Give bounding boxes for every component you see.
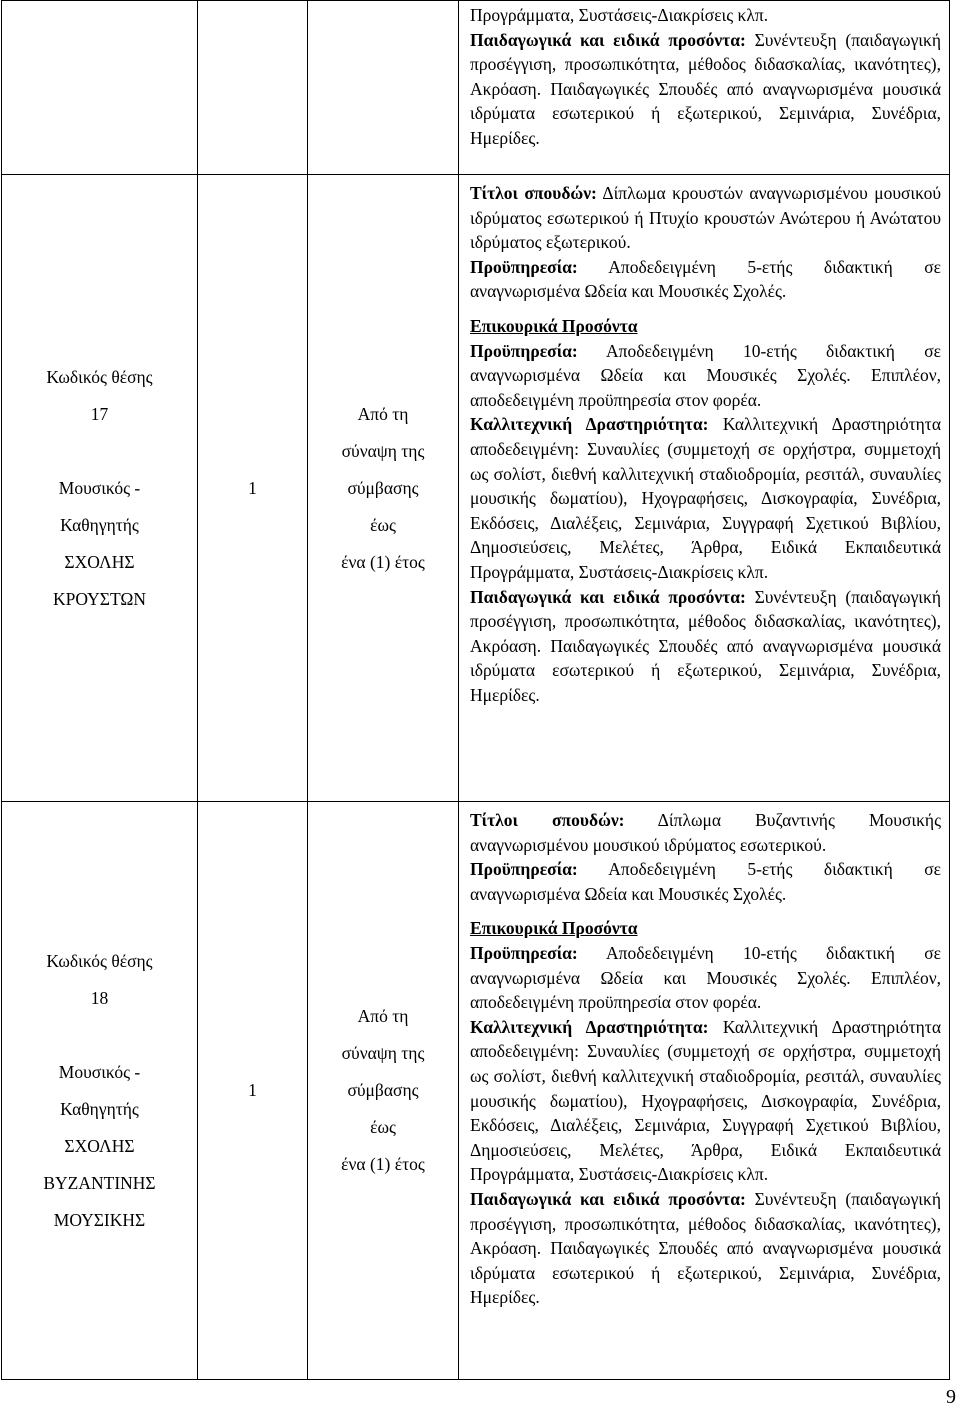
artistic-text: Καλλιτεχνική Δραστηριότητα αποδεδειγμένη: Συναυλίες (συμμετοχή σε ορχήστρα, συμμετοχή ως σολίστ, διεθνή καλλιτεχνική σταδιοδρομία, ρεσιτάλ, συναυλίες μουσικής δωματίου), Ηχογραφήσεις, Δισκογραφία, Συνέδρια, Εκδόσεις, Διαλέξεις, Σεμινάρια, Συγγραφή Σχετικού Βιβλίου, Δημοσιεύσεις, Μελέτες, Άρθρα, Ειδικά Εκπαιδευτικά Προγράμματα, Συστάσεις-Διακρίσεις κλπ. — [470, 1016, 941, 1185]
qualifications-cell — [459, 802, 950, 1380]
duration-line: σύναψη της — [341, 440, 425, 461]
positions-table — [1, 0, 950, 1380]
study-titles-text: Δίπλωμα κρουστών αναγνωρισμένου μουσικού ιδρύματος εσωτερικού ή Πτυχίο κρουστών Ανώτερου ή Ανώτατου ιδρύματος εξωτερικού. — [470, 183, 941, 253]
position-duration — [308, 175, 459, 802]
artistic-label: Καλλιτεχνική Δραστηριότητα: — [470, 1016, 709, 1037]
aux-experience-text: Αποδεδειγμένη 10-ετής διδακτική σε αναγνωρισμένα Ωδεία και Μουσικές Σχολές. Επιπλέον, αποδεδειγμένη προϋπηρεσία στον φορέα. — [470, 340, 941, 410]
auxiliary-experience — [470, 941, 941, 1015]
pedagogical-label: Παιδαγωγικά και ειδικά προσόντα: — [470, 1188, 746, 1209]
experience-label: Προϋπηρεσία: — [470, 859, 578, 880]
position-title-line: ΣΧΟΛΗΣ — [64, 551, 135, 572]
continuation-row — [2, 1, 950, 175]
position-code-label: Κωδικός θέσης — [46, 950, 153, 971]
pedagogical-text: Συνέντευξη (παιδαγωγική προσέγγιση, προσωπικότητα, μέθοδος διδασκαλίας, ικανότητες), Ακρόαση. Παιδαγωγικές Σπουδές από αναγνωρισμένα μουσικά ιδρύματα εσωτερικού ή εξωτερικού, Σεμινάρια, Συνέδρια, Ημερίδες. — [470, 1188, 941, 1308]
position-count: 1 — [198, 802, 308, 1380]
continuation-line: Προγράμματα, Συστάσεις-Διακρίσεις κλπ. — [470, 5, 769, 25]
pedagogical — [470, 585, 941, 708]
auxiliary-experience — [470, 339, 941, 413]
pedagogical-text: Συνέντευξη (παιδαγωγική προσέγγιση, προσωπικότητα, μέθοδος διδασκαλίας, ικανότητες), Ακρόαση. Παιδαγωγικές Σπουδές από αναγνωρισμένα μουσικά ιδρύματα εσωτερικού ή εξωτερικού, Σεμινάρια, Συνέδρια, Ημερίδες. — [470, 586, 941, 705]
artistic-activity — [470, 412, 941, 584]
continuation-pedagogical — [470, 28, 941, 151]
aux-experience-text: Αποδεδειγμένη 10-ετής διδακτική σε αναγνωρισμένα Ωδεία και Μουσικές Σχολές. Επιπλέον, αποδεδειγμένη προϋπηρεσία στον φορέα. — [470, 942, 941, 1013]
position-code: 18 — [90, 987, 109, 1008]
ped-label: Παιδαγωγικά και ειδικά προσόντα: — [470, 29, 746, 50]
duration-line: σύναψη της — [341, 1043, 425, 1063]
position-title-line: Μουσικός - — [58, 1061, 141, 1082]
duration-line: σύμβασης — [347, 1080, 419, 1100]
position-title-line: ΣΧΟΛΗΣ — [64, 1135, 135, 1156]
pedagogical-label: Παιδαγωγικά και ειδικά προσόντα: — [470, 586, 746, 607]
experience — [470, 857, 941, 906]
position-title-line: Καθηγητής — [60, 514, 139, 535]
duration-line: έως — [370, 514, 396, 535]
aux-experience-label: Προϋπηρεσία: — [470, 340, 578, 361]
duration-line: σύμβασης — [347, 477, 419, 498]
page-number: 9 — [946, 1386, 956, 1408]
aux-experience-label: Προϋπηρεσία: — [470, 942, 578, 963]
artistic-label: Καλλιτεχνική Δραστηριότητα: — [470, 414, 709, 435]
position-duration — [308, 802, 459, 1380]
position-count: 1 — [198, 175, 308, 802]
duration-line: έως — [370, 1117, 396, 1137]
position-cell — [2, 802, 198, 1380]
duration-line: ένα (1) έτος — [341, 551, 425, 572]
artistic-text: Καλλιτεχνική Δραστηριότητα αποδεδειγμένη: Συναυλίες (συμμετοχή σε ορχήστρα, συμμετοχή ως σολίστ, διεθνή καλλιτεχνική σταδιοδρομία, ρεσιτάλ, συναυλίες μουσικής δωματίου), Ηχογραφήσεις, Δισκογραφία, Συνέδρια, Εκδόσεις, Διαλέξεις, Σεμινάρια, Συγγραφή Σχετικού Βιβλίου, Δημοσιεύσεις, Μελέτες, Άρθρα, Ειδικά Εκπαιδευτικά Προγράμματα, Συστάσεις-Διακρίσεις κλπ. — [470, 414, 941, 582]
study-titles — [470, 175, 941, 255]
duration-line: ένα (1) έτος — [341, 1154, 425, 1174]
position-cell — [2, 175, 198, 802]
artistic-activity — [470, 1015, 941, 1187]
position-code-label: Κωδικός θέσης — [46, 366, 153, 387]
auxiliary-heading-text: Επικουρικά Προσόντα — [470, 315, 638, 336]
position-title-line: ΜΟΥΣΙΚΗΣ — [53, 1209, 146, 1230]
experience — [470, 255, 941, 304]
experience-text: Αποδεδειγμένη 5-ετής διδακτική σε αναγνωρισμένα Ωδεία και Μουσικές Σχολές. — [470, 859, 941, 904]
continuation-cell — [459, 1, 950, 175]
experience-label: Προϋπηρεσία: — [470, 256, 578, 277]
experience-text: Αποδεδειγμένη 5-ετής διδακτική σε αναγνωρισμένα Ωδεία και Μουσικές Σχολές. — [470, 256, 941, 302]
position-code: 17 — [90, 403, 109, 424]
position-row-18 — [2, 802, 950, 1380]
position-title-line: Καθηγητής — [60, 1098, 139, 1119]
ped-text: Συνέντευξη (παιδαγωγική προσέγγιση, προσωπικότητα, μέθοδος διδασκαλίας, ικανότητες), Ακρόαση. Παιδαγωγικές Σπουδές από αναγνωρισμένα μουσικά ιδρύματα εσωτερικού ή εξωτερικού, Σεμινάρια, Συνέδρια, Ημερίδες. — [470, 29, 941, 148]
study-titles-label: Τίτλοι σπουδών: — [470, 810, 625, 830]
study-titles-text: Δίπλωμα Βυζαντινής Μουσικής αναγνωρισμένου μουσικού ιδρύματος εσωτερικού. — [470, 810, 942, 855]
auxiliary-heading-text: Επικουρικά Προσόντα — [470, 918, 638, 939]
study-titles-label: Τίτλοι σπουδών: — [470, 183, 597, 203]
study-titles — [470, 802, 941, 857]
position-row-17 — [2, 175, 950, 802]
position-title-line: ΚΡΟΥΣΤΩΝ — [53, 588, 146, 609]
qualifications-cell — [459, 175, 950, 802]
position-title-line: ΒΥΖΑΝΤΙΝΗΣ — [43, 1172, 156, 1193]
auxiliary-heading — [470, 314, 941, 339]
duration-line: Από τη — [357, 403, 409, 424]
pedagogical — [470, 1187, 941, 1310]
position-title-line: Μουσικός - — [58, 477, 141, 498]
auxiliary-heading — [470, 916, 941, 941]
duration-line: Από τη — [357, 1006, 409, 1026]
